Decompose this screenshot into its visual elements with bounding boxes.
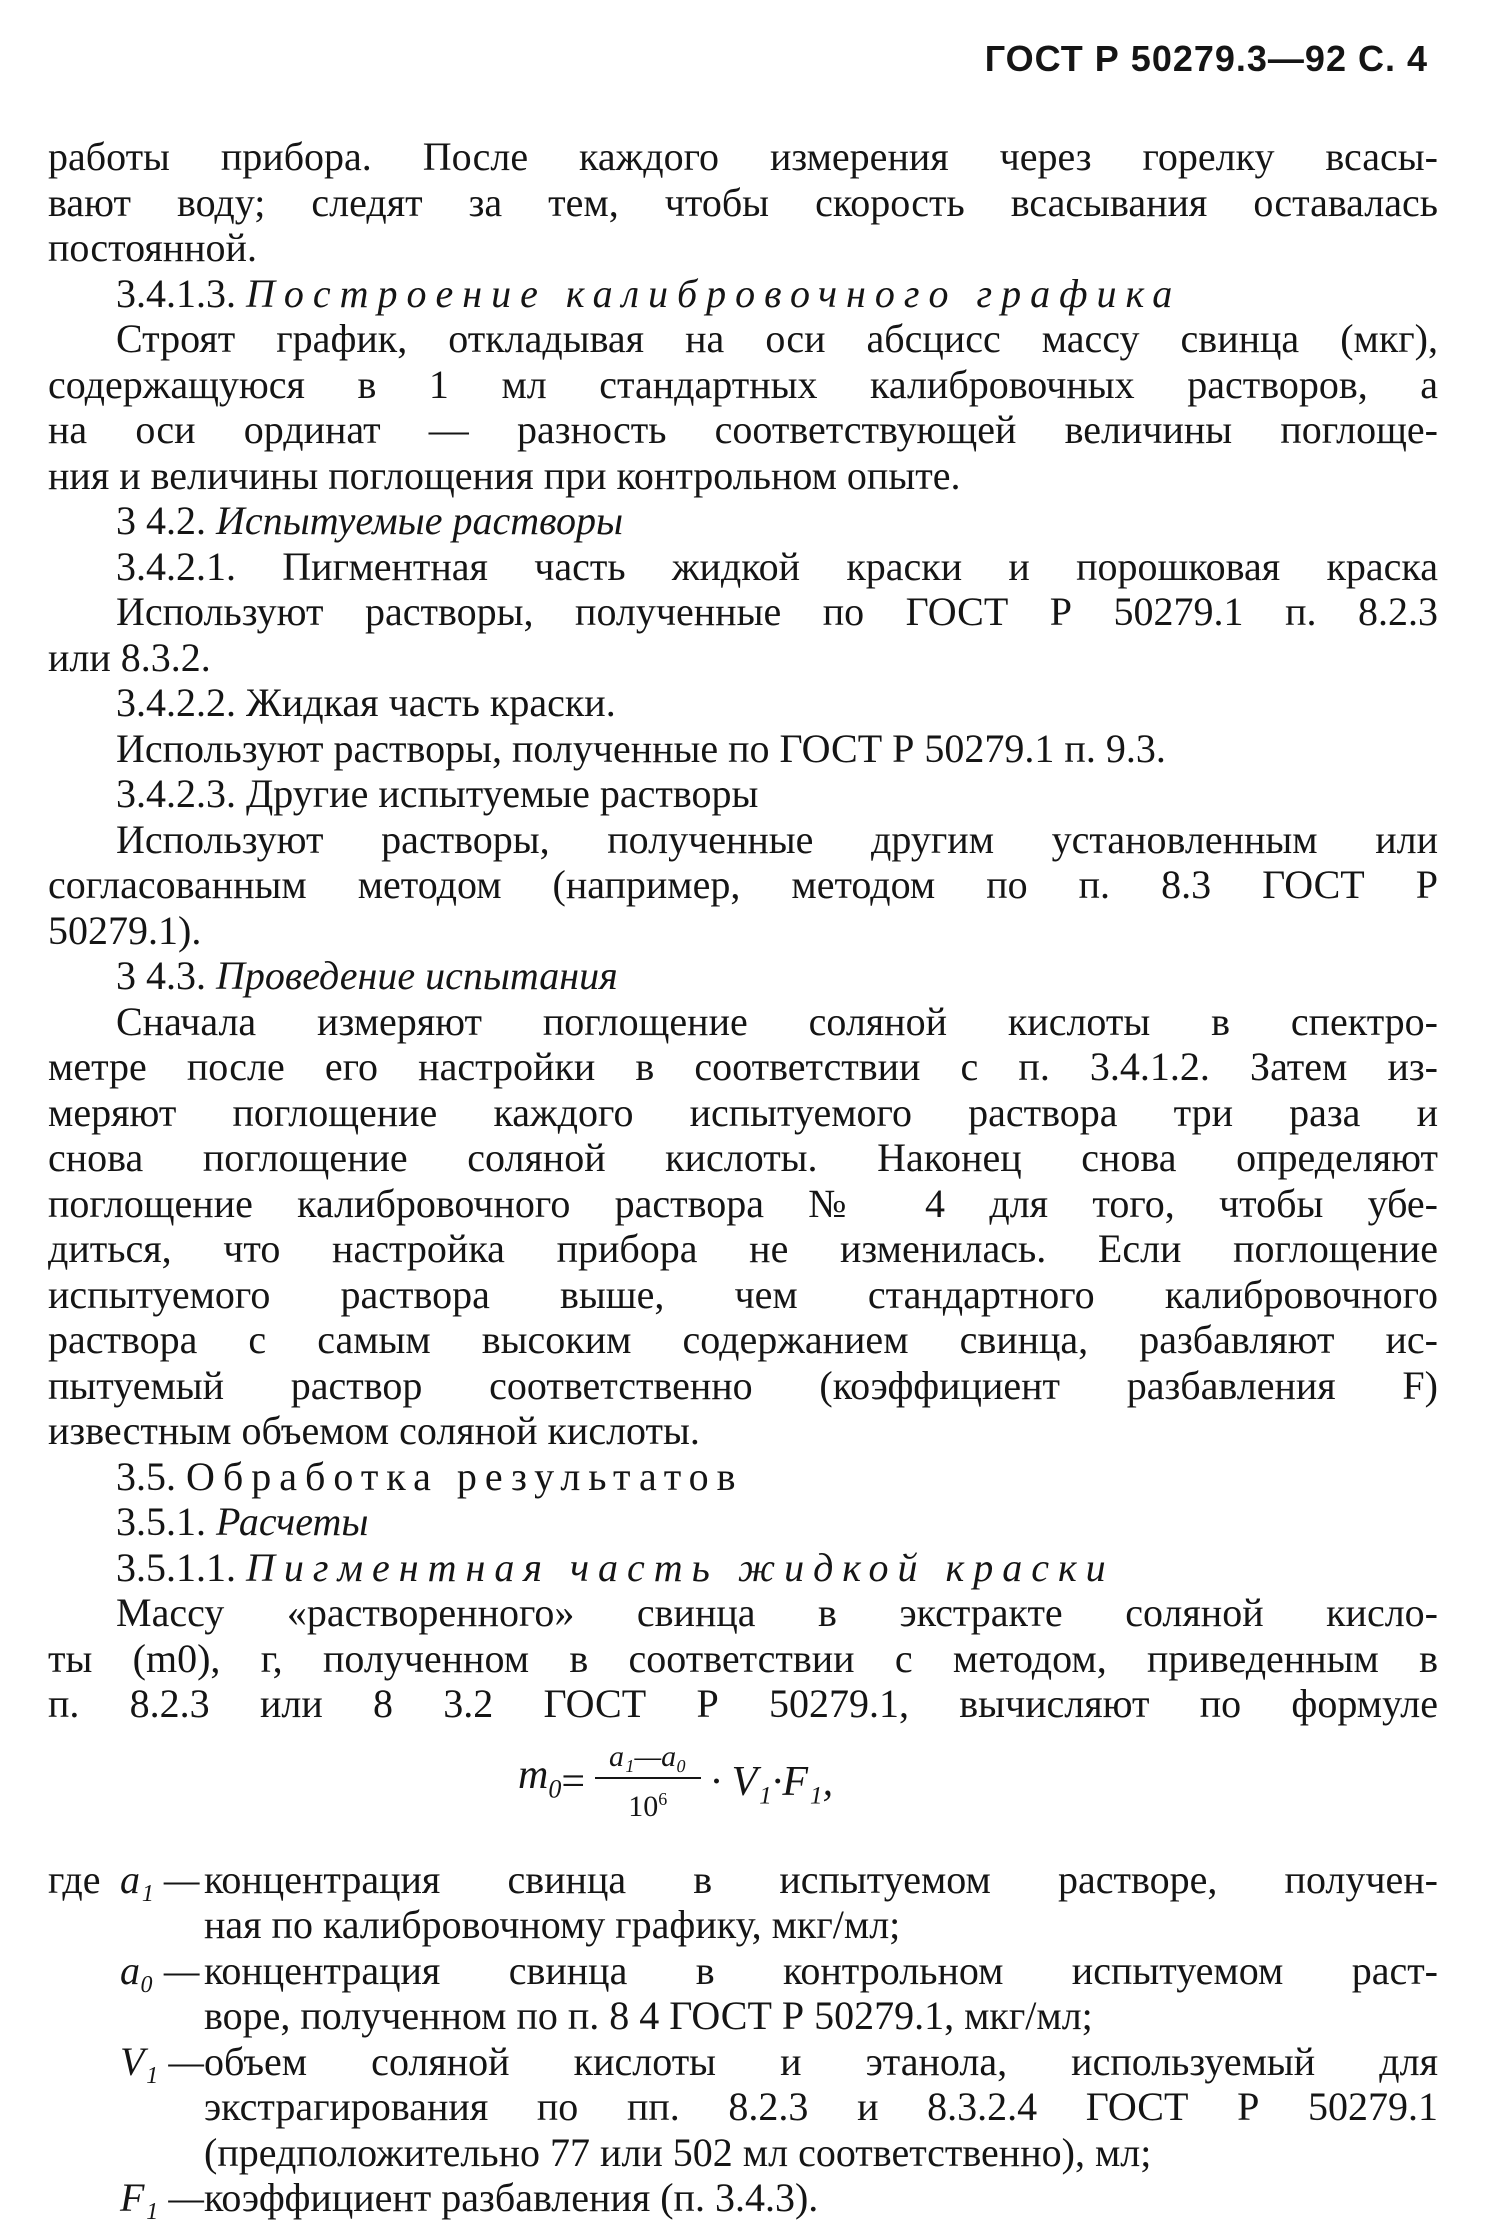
definition-text [204,2039,1438,2176]
text-line: Используют растворы, полученные по ГОСТ Р 50279.1 п. 8.2.3 [116,589,1438,634]
text-line: Сначала измеряют поглощение соляной кислоты в спектро- [116,998,1438,1044]
page-body [48,134,1438,2221]
text-line: постоянной. [48,225,257,270]
formula-rhs: · V₁·F₁, [710,1758,834,1805]
section-heading [48,1454,1438,1500]
definitions-list [48,1857,1438,2221]
text-line: раствора с самым высоким содержанием свинца, разбавляют ис- [48,1317,1438,1362]
text-line: ная по калибровочному графику, мкг/мл; [204,1902,901,1947]
text-line: известным объемом соляной кислоты. [48,1408,700,1453]
subsection-heading: 3.4.2.1. Пигментная часть жидкой краски и порошковая краска [116,543,1438,589]
text-line: (предположительно 77 или 502 мл соответственно), мл; [204,2129,1152,2175]
definition-item [48,2039,1438,2176]
section-3-4-3 [48,953,1438,1454]
text-line: ты (m0), г, полученном в соответствии с методом, приведенным в [48,1635,1438,1681]
definition-text [204,2175,1438,2221]
subsection-heading: 3.4.2.3. Другие испытуемые растворы [116,771,759,816]
section-title: Проведение испытания [216,953,618,998]
running-head: ГОСТ Р 50279.3—92 С. 4 [984,38,1428,79]
text-line: 50279.1). [48,907,202,953]
definition-item [48,1857,1438,1948]
section-number: 3.5.1.1. [116,1544,236,1590]
section-title: Построение калибровочного графика [246,270,1182,316]
formula [48,1735,1438,1843]
where-spacer [48,1948,120,2039]
section-number: 3.5.1. [116,1499,206,1544]
section-3-4-1-3 [48,271,1438,499]
section-number: 3 4.2. [116,498,206,543]
formula-lhs-subscript: 0 [548,1774,562,1804]
definition-item [48,2175,1438,2221]
definition-item [48,1948,1438,2039]
text-line: Строят график, откладывая на оси абсцисс массу свинца (мкг), [116,316,1438,361]
text-line: пытуемый раствор соответственно (коэффициент разбавления F) [48,1362,1438,1408]
section-heading [48,271,1438,317]
formula-lhs [518,1753,561,1812]
where-spacer [48,2039,120,2176]
text-line: согласованным методом (например, методом по п. 8.3 ГОСТ Р [48,862,1438,907]
text-line: диться, что настройка прибора не изменилась. Если поглощение [48,1226,1438,1271]
text-line: п. 8.2.3 или 8 3.2 ГОСТ Р 50279.1, вычисляют по формуле [48,1681,1438,1726]
text-line: испытуемого раствора выше, чем стандартного калибровочного [48,1271,1438,1317]
section-number: 3.4.1.3. [116,270,236,316]
formula-fraction [595,1739,701,1827]
section-title: Пигментная часть жидкой краски [246,1544,1115,1590]
section-3-4-2 [48,498,1438,953]
section-heading [48,1545,1438,1591]
where-spacer [48,2175,120,2221]
text-line: снова поглощение соляной кислоты. Наконец снова определяют [48,1135,1438,1180]
section-title: Испытуемые растворы [216,498,624,543]
section-title: Обработка результатов [186,1453,744,1499]
formula-numerator: a₁—a₀ [595,1739,701,1779]
text-line: воре, полученном по п. 8 4 ГОСТ Р 50279.1, мкг/мл; [204,1993,1093,2038]
definition-symbol: V₁ — [120,2038,204,2084]
text-line: Используют растворы, полученные по ГОСТ Р 50279.1 п. 9.3. [116,725,1166,771]
text-line: ния и величины поглощения при контрольном опыте. [48,452,961,498]
formula-lhs-symbol: m [518,1752,549,1799]
text-line: коэффициент разбавления (п. 3.4.3). [204,2175,819,2220]
text-line: меряют поглощение каждого испытуемого раствора три раза и [48,1089,1438,1135]
formula-denominator-base: 10 [628,1789,659,1823]
text-line: концентрация свинца в испытуемом растворе, получен- [204,1856,1438,1902]
definition-symbol: a₀ — [120,1947,200,1993]
where-label: где [48,1856,101,1902]
formula-expression [518,1739,833,1827]
section-3-5 [48,1454,1438,1727]
section-heading [48,953,1438,999]
formula-denominator [628,1779,667,1827]
text-line: Используют растворы, полученные другим установленным или [116,816,1438,862]
text-line: Массу «растворенного» свинца в экстракте соляной кисло- [116,1590,1438,1635]
definition-text [204,1857,1438,1948]
section-heading [48,1499,1438,1545]
text-line: метре после его настройки в соответствии с п. 3.4.1.2. Затем из- [48,1044,1438,1089]
text-line: экстрагирования по пп. 8.2.3 и 8.3.2.4 ГОСТ Р 50279.1 [204,2084,1438,2129]
definition-symbol: a₁ — [120,1856,200,1902]
text-line: вают воду; следят за тем, чтобы скорость всасывания оставалась [48,179,1438,225]
definition-text [204,1948,1438,2039]
continued-paragraph [48,134,1438,271]
text-line: содержащуюся в 1 мл стандартных калибровочных растворов, а [48,361,1438,407]
section-number: 3 4.3. [116,953,206,998]
text-line: или 8.3.2. [48,634,211,680]
subsection-heading: 3.4.2.2. Жидкая часть краски. [116,680,616,725]
formula-denominator-exponent: 6 [658,1788,668,1809]
text-line: объем соляной кислоты и этанола, используемый для [204,2038,1438,2084]
text-line: на оси ординат — разность соответствующей величины поглоще- [48,407,1438,452]
text-line: концентрация свинца в контрольном испытуемом раст- [204,1947,1438,1993]
text-line: поглощение калибровочного раствора № 4 для того, чтобы убе- [48,1180,1438,1226]
section-heading [48,498,1438,544]
text-line: работы прибора. После каждого измерения через горелку всасы- [48,134,1438,179]
formula-equals: = [561,1758,586,1805]
section-title: Расчеты [216,1499,369,1544]
definition-symbol: F₁ — [120,2175,204,2220]
section-number: 3.5. [116,1453,176,1499]
